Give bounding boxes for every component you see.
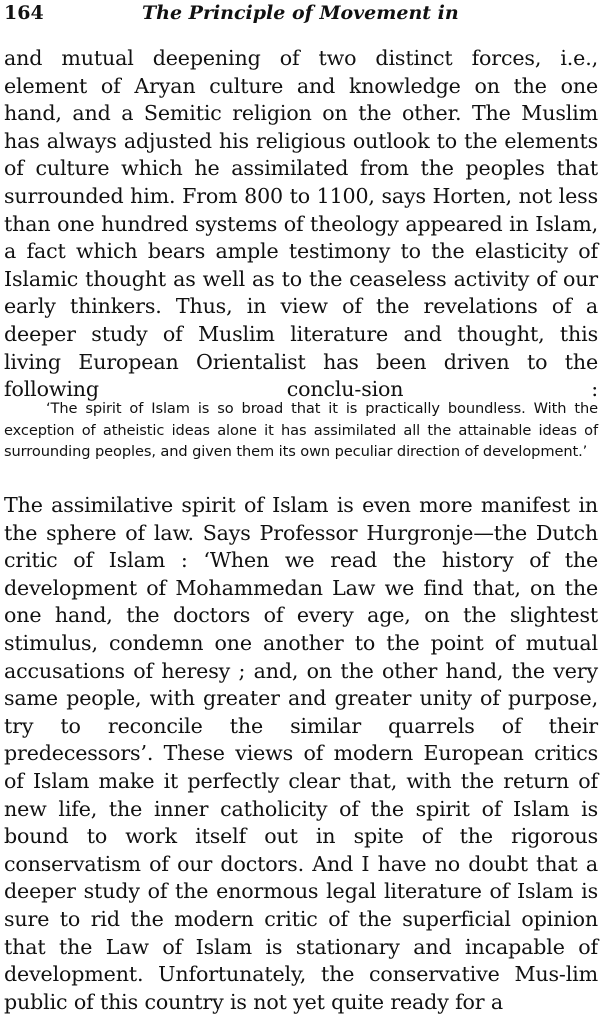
body-paragraph-1: and mutual deepening of two distinct forces, i.e., element of Aryan culture and knowledge on the one hand, and a Semitic religion on the other. The Muslim has always adjusted his religious outlook to the elements of culture which he assimilated from the peoples that surrounded him. From 800 to 1100, says Horten, not less than one hundred systems of theology appeared in Islam, a fact which bears ample testimony to the elasticity of Islamic thought as well as to the ceaseless activity of our early thinkers. Thus, in view of the revelations of a deeper study of Muslim literature and thought, this living European Orientalist has been driven to the following conclu-sion : (4, 46, 598, 402)
page-number: 164 (4, 2, 44, 24)
block-quote: ‘The spirit of Islam is so broad that it is practically boundless. With the exception of atheistic ideas alone it has assimilated all the attainable ideas of surrounding peoples, and given them its own peculiar direction of development.’ (4, 400, 598, 460)
running-title: The Principle of Movement in (142, 2, 459, 24)
body-paragraph-2: The assimilative spirit of Islam is even more manifest in the sphere of law. Says Professor Hurgronje—the Dutch critic of Islam : ‘When we read the history of the development of Mohammedan Law we find that, on the one hand, the doctors of every age, on the slightest stimulus, condemn one another to the point of mutual accusations of heresy ; and, on the other hand, the very same people, with greater and greater unity of purpose, try to reconcile the similar quarrels of their predecessors’. These views of modern European critics of Islam make it perfectly clear that, with the return of new life, the inner catholicity of the spirit of Islam is bound to work itself out in spite of the rigorous conservatism of our doctors. And I have no doubt that a deeper study of the enormous legal literature of Islam is sure to rid the modern critic of the superficial opinion that the Law of Islam is stationary and incapable of development. Unfortunately, the conservative Mus-lim public of this country is not yet quite ready for a (4, 493, 598, 1014)
